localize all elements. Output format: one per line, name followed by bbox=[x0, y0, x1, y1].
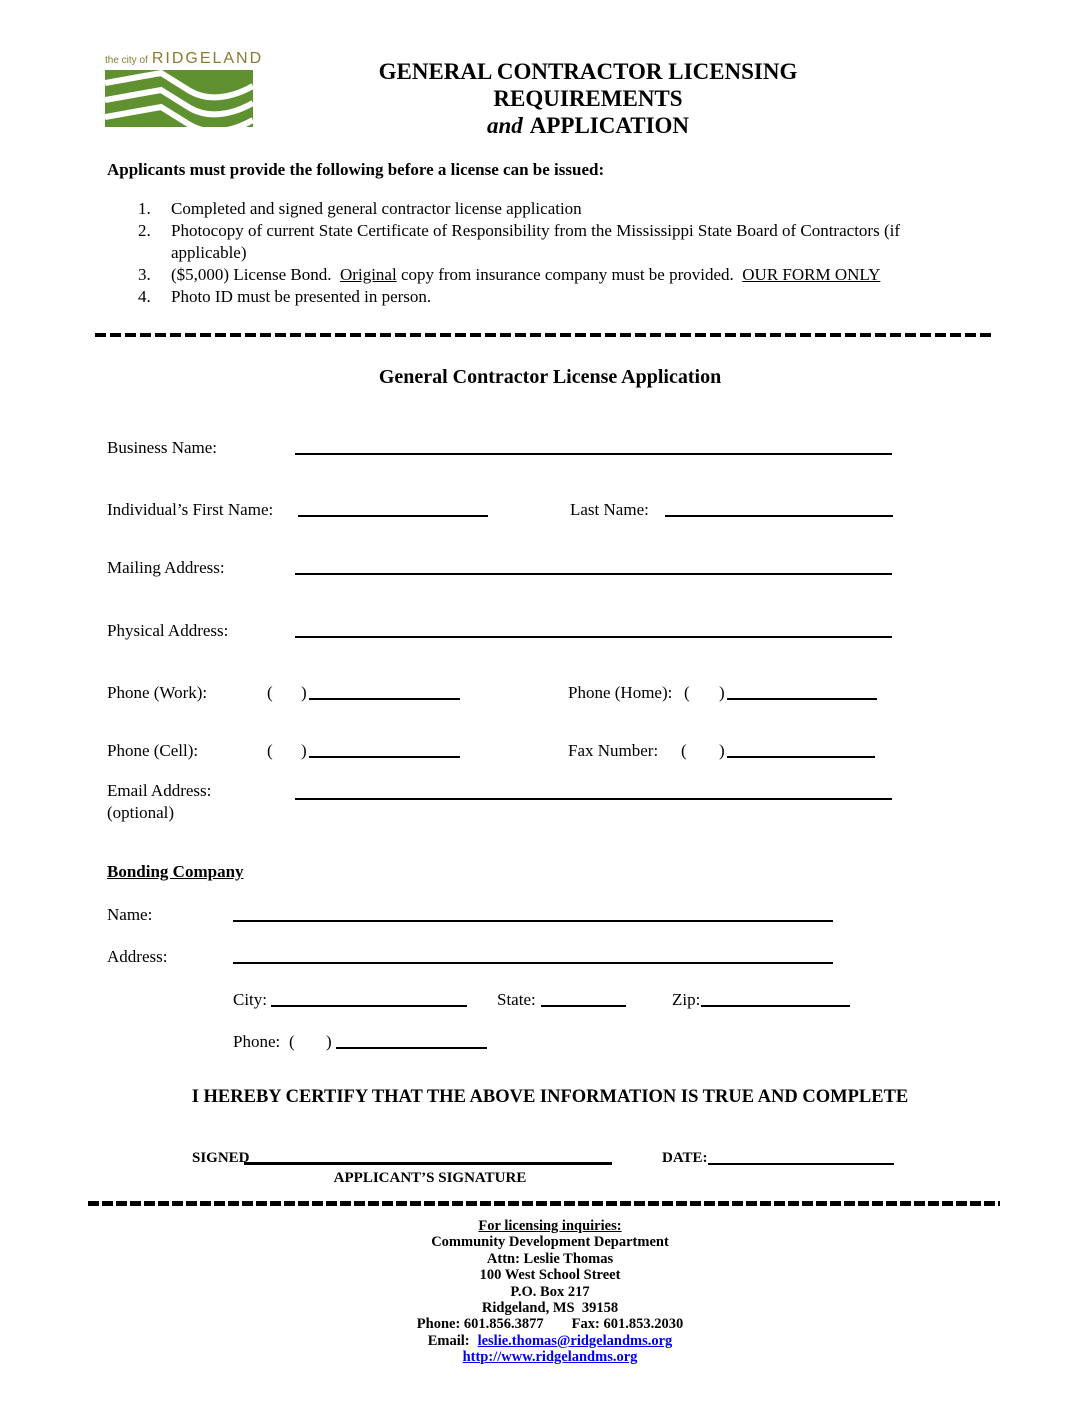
certification-statement: I HEREBY CERTIFY THAT THE ABOVE INFORMATION IS TRUE AND COMPLETE bbox=[191, 1087, 909, 1107]
logo-tagline: the city of bbox=[105, 55, 148, 66]
physical-address-field[interactable] bbox=[295, 636, 892, 638]
bonding-phone-open-paren: ( bbox=[289, 1032, 295, 1051]
bonding-name-label: Name: bbox=[107, 905, 153, 924]
fax-number-field[interactable] bbox=[727, 756, 875, 758]
bonding-phone-field[interactable] bbox=[336, 1047, 487, 1049]
city-of-ridgeland-logo bbox=[105, 50, 264, 132]
footer-phone-fax-line bbox=[95, 1316, 1005, 1332]
phone-cell-label: Phone (Cell): bbox=[107, 741, 199, 760]
bonding-name-field[interactable] bbox=[233, 920, 833, 922]
item-3-pre: ($5,000) License Bond. bbox=[171, 265, 341, 284]
logo-city-name: RIDGELAND bbox=[151, 50, 264, 67]
fax-close-paren: ) bbox=[719, 741, 725, 760]
title-and: and bbox=[486, 113, 523, 138]
phone-home-open-paren: ( bbox=[684, 683, 690, 702]
phone-work-field[interactable] bbox=[309, 698, 460, 700]
signature-field[interactable] bbox=[244, 1162, 612, 1165]
first-name-field[interactable] bbox=[298, 515, 488, 517]
document-title-line2 bbox=[288, 112, 888, 139]
phone-home-close-paren: ) bbox=[719, 683, 725, 702]
footer-attn: Attn: Leslie Thomas bbox=[486, 1250, 614, 1267]
email-address-label: Email Address: bbox=[107, 781, 212, 800]
footer-contact-block bbox=[95, 1218, 1005, 1366]
item-2-number: 2. bbox=[138, 221, 151, 240]
footer-po-box: P.O. Box 217 bbox=[510, 1283, 590, 1300]
item-3-number: 3. bbox=[138, 265, 151, 284]
application-heading: General Contractor License Application bbox=[378, 366, 722, 388]
bonding-address-field[interactable] bbox=[233, 962, 833, 964]
requirement-item-1 bbox=[138, 198, 953, 220]
first-name-label: Individual’s First Name: bbox=[107, 500, 274, 519]
footer-street: 100 West School Street bbox=[479, 1267, 621, 1284]
phone-work-close-paren: ) bbox=[301, 683, 307, 702]
bonding-company-heading: Bonding Company bbox=[107, 862, 244, 881]
bonding-phone-label: Phone: bbox=[233, 1032, 281, 1051]
phone-cell-close-paren: ) bbox=[301, 741, 307, 760]
business-name-field[interactable] bbox=[295, 453, 892, 455]
business-name-label: Business Name: bbox=[107, 438, 218, 457]
bonding-zip-label: Zip: bbox=[672, 990, 701, 1009]
mailing-address-label: Mailing Address: bbox=[107, 558, 225, 577]
requirements-list bbox=[138, 198, 953, 308]
requirement-item-2 bbox=[138, 220, 953, 264]
bonding-state-field[interactable] bbox=[541, 1005, 626, 1007]
document-title-line1: GENERAL CONTRACTOR LICENSING REQUIREMENTS bbox=[378, 59, 798, 111]
item-1-text: Completed and signed general contractor license application bbox=[171, 199, 582, 218]
phone-home-field[interactable] bbox=[727, 698, 877, 700]
phone-cell-field[interactable] bbox=[309, 756, 460, 758]
item-3-text bbox=[171, 264, 953, 286]
bonding-state-label: State: bbox=[497, 990, 536, 1009]
footer-email-label: Email: bbox=[427, 1332, 470, 1349]
requirement-item-3 bbox=[138, 264, 953, 286]
item-3-original-underlined: Original bbox=[340, 265, 397, 284]
item-2-text: Photocopy of current State Certificate of Responsibility from the Mississippi State Board of Contractors (if applicable) bbox=[171, 221, 900, 262]
document-title bbox=[288, 58, 888, 139]
physical-address-label: Physical Address: bbox=[107, 621, 229, 640]
item-4-text: Photo ID must be presented in person. bbox=[171, 287, 432, 306]
date-field[interactable] bbox=[708, 1163, 894, 1165]
bonding-city-label: City: bbox=[233, 990, 268, 1009]
footer-fax: Fax: 601.853.2030 bbox=[571, 1316, 684, 1333]
bonding-city-field[interactable] bbox=[271, 1005, 467, 1007]
phone-work-label: Phone (Work): bbox=[107, 683, 208, 702]
footer-city-state-zip: Ridgeland, MS 39158 bbox=[481, 1300, 619, 1317]
item-1-number: 1. bbox=[138, 199, 151, 218]
bonding-phone-close-paren: ) bbox=[326, 1032, 332, 1051]
phone-work-open-paren: ( bbox=[267, 683, 273, 702]
applicant-signature-caption: APPLICANT’S SIGNATURE bbox=[333, 1170, 527, 1186]
requirement-item-4 bbox=[138, 286, 953, 308]
fax-number-label: Fax Number: bbox=[568, 741, 659, 760]
footer-website-line bbox=[95, 1349, 1005, 1365]
item-3-our-form-only-underlined: OUR FORM ONLY bbox=[742, 265, 881, 284]
dashed-separator-top bbox=[95, 333, 992, 337]
dashed-separator-bottom bbox=[88, 1201, 1000, 1206]
fax-open-paren: ( bbox=[681, 741, 687, 760]
footer-email-line bbox=[95, 1333, 1005, 1349]
bonding-address-label: Address: bbox=[107, 947, 168, 966]
footer-inquiries-heading: For licensing inquiries: bbox=[478, 1218, 622, 1234]
footer-phone: Phone: 601.856.3877 bbox=[416, 1316, 544, 1333]
date-label: DATE: bbox=[662, 1150, 708, 1166]
item-4-number: 4. bbox=[138, 287, 151, 306]
requirements-intro: Applicants must provide the following before a license can be issued: bbox=[107, 160, 605, 179]
footer-email-link[interactable]: leslie.thomas@ridgelandms.org bbox=[477, 1332, 673, 1349]
bonding-zip-field[interactable] bbox=[701, 1005, 850, 1007]
phone-cell-open-paren: ( bbox=[267, 741, 273, 760]
logo-waves-icon bbox=[105, 70, 253, 127]
item-3-mid: copy from insurance company must be provided. bbox=[396, 265, 743, 284]
last-name-label: Last Name: bbox=[570, 500, 649, 519]
logo-wordmark bbox=[105, 50, 264, 68]
footer-department: Community Development Department bbox=[431, 1234, 669, 1251]
email-optional-label: (optional) bbox=[107, 803, 175, 822]
mailing-address-field[interactable] bbox=[295, 573, 892, 575]
phone-home-label: Phone (Home): bbox=[568, 683, 673, 702]
title-application: APPLICATION bbox=[529, 113, 690, 138]
signed-label: SIGNED bbox=[192, 1150, 250, 1166]
footer-website-link[interactable]: http://www.ridgelandms.org bbox=[462, 1349, 638, 1366]
last-name-field[interactable] bbox=[665, 515, 893, 517]
email-address-field[interactable] bbox=[295, 798, 892, 800]
